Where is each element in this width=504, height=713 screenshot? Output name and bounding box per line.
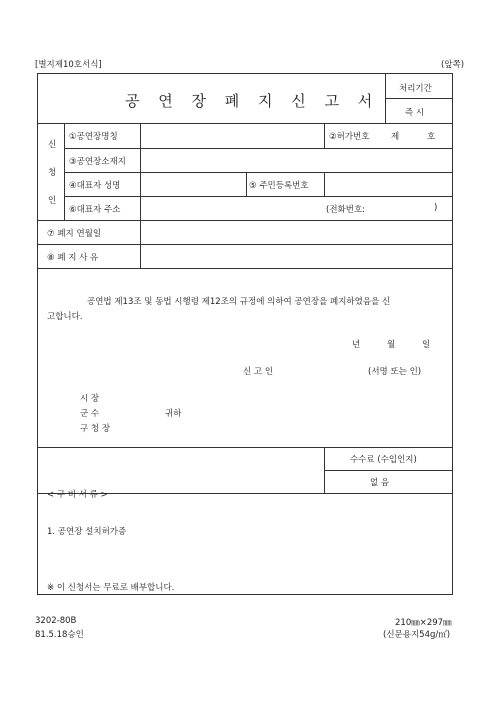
venue-name-label: ①공연장명칭 (69, 132, 118, 142)
required-document-item: 1. 공연장 설치허가증 (47, 527, 127, 537)
recipient-county-head: 군 수 (80, 409, 100, 419)
resident-number-label: ⑤ 주민등록번호 (249, 181, 309, 191)
paper-type: (신문용지54g/㎡) (383, 630, 451, 640)
representative-name-field[interactable] (141, 173, 245, 195)
reporter-label: 신 고 인 (243, 367, 274, 377)
venue-name-field[interactable] (141, 124, 323, 147)
form-title: 공 연 장 폐 지 신 고 서 (125, 92, 380, 110)
form-number: [별지제10호서식] (35, 60, 102, 70)
closure-date-label: ⑦ 폐지 연월일 (47, 229, 102, 239)
closure-date-field[interactable] (141, 221, 452, 243)
applicant-label-2: 청 (48, 168, 57, 178)
distribution-note: ※ 이 신청서는 무료로 배부합니다. (47, 583, 175, 593)
phone-label: (전화번호: (326, 205, 366, 215)
processing-period-label: 처리기간 (399, 84, 432, 94)
date-month: 월 (387, 340, 396, 350)
statement-line-2: 고합니다. (47, 312, 83, 322)
permit-number-label: ②허가번호 (329, 132, 370, 142)
closure-reason-label: ⑧ 폐 지 사 유 (47, 253, 99, 263)
required-documents-heading: < 구 비 서 류 > (47, 490, 108, 500)
date-year: 년 (352, 340, 361, 350)
statement-line-1: 공연법 제13조 및 동법 시행령 제12조의 규정에 의하여 공연장을 폐지하였음을 신 (87, 297, 391, 307)
venue-address-label: ③공연장소재지 (69, 157, 126, 167)
processing-period-value: 즉 시 (405, 108, 425, 118)
paper-size: 210㎜×297㎜ (395, 618, 452, 628)
approval-date: 81.5.18승인 (35, 630, 84, 640)
recipient-district-head: 구 청 장 (80, 424, 111, 434)
recipient-mayor: 시 장 (80, 394, 100, 404)
phone-close: ) (434, 203, 438, 213)
applicant-label-3: 인 (48, 196, 57, 206)
closure-reason-field[interactable] (141, 245, 452, 267)
applicant-label-1: 신 (48, 140, 57, 150)
fee-value: 없 음 (370, 478, 390, 488)
page-side-label: (앞쪽) (441, 60, 465, 70)
representative-address-field[interactable] (141, 197, 321, 219)
representative-name-label: ④대표자 성명 (69, 181, 121, 191)
resident-number-field[interactable] (325, 173, 452, 195)
permit-number-prefix: 제 (391, 132, 400, 142)
date-day: 일 (422, 340, 431, 350)
representative-address-label: ⑥대표자 주소 (69, 205, 121, 215)
form-code: 3202-80B (35, 616, 77, 626)
venue-address-field[interactable] (141, 149, 452, 171)
permit-number-suffix: 호 (427, 132, 436, 142)
signature-label: (서명 또는 인) (368, 367, 422, 377)
recipient-honorific: 귀하 (165, 409, 182, 419)
fee-label: 수수료 (수입인지) (350, 455, 417, 465)
